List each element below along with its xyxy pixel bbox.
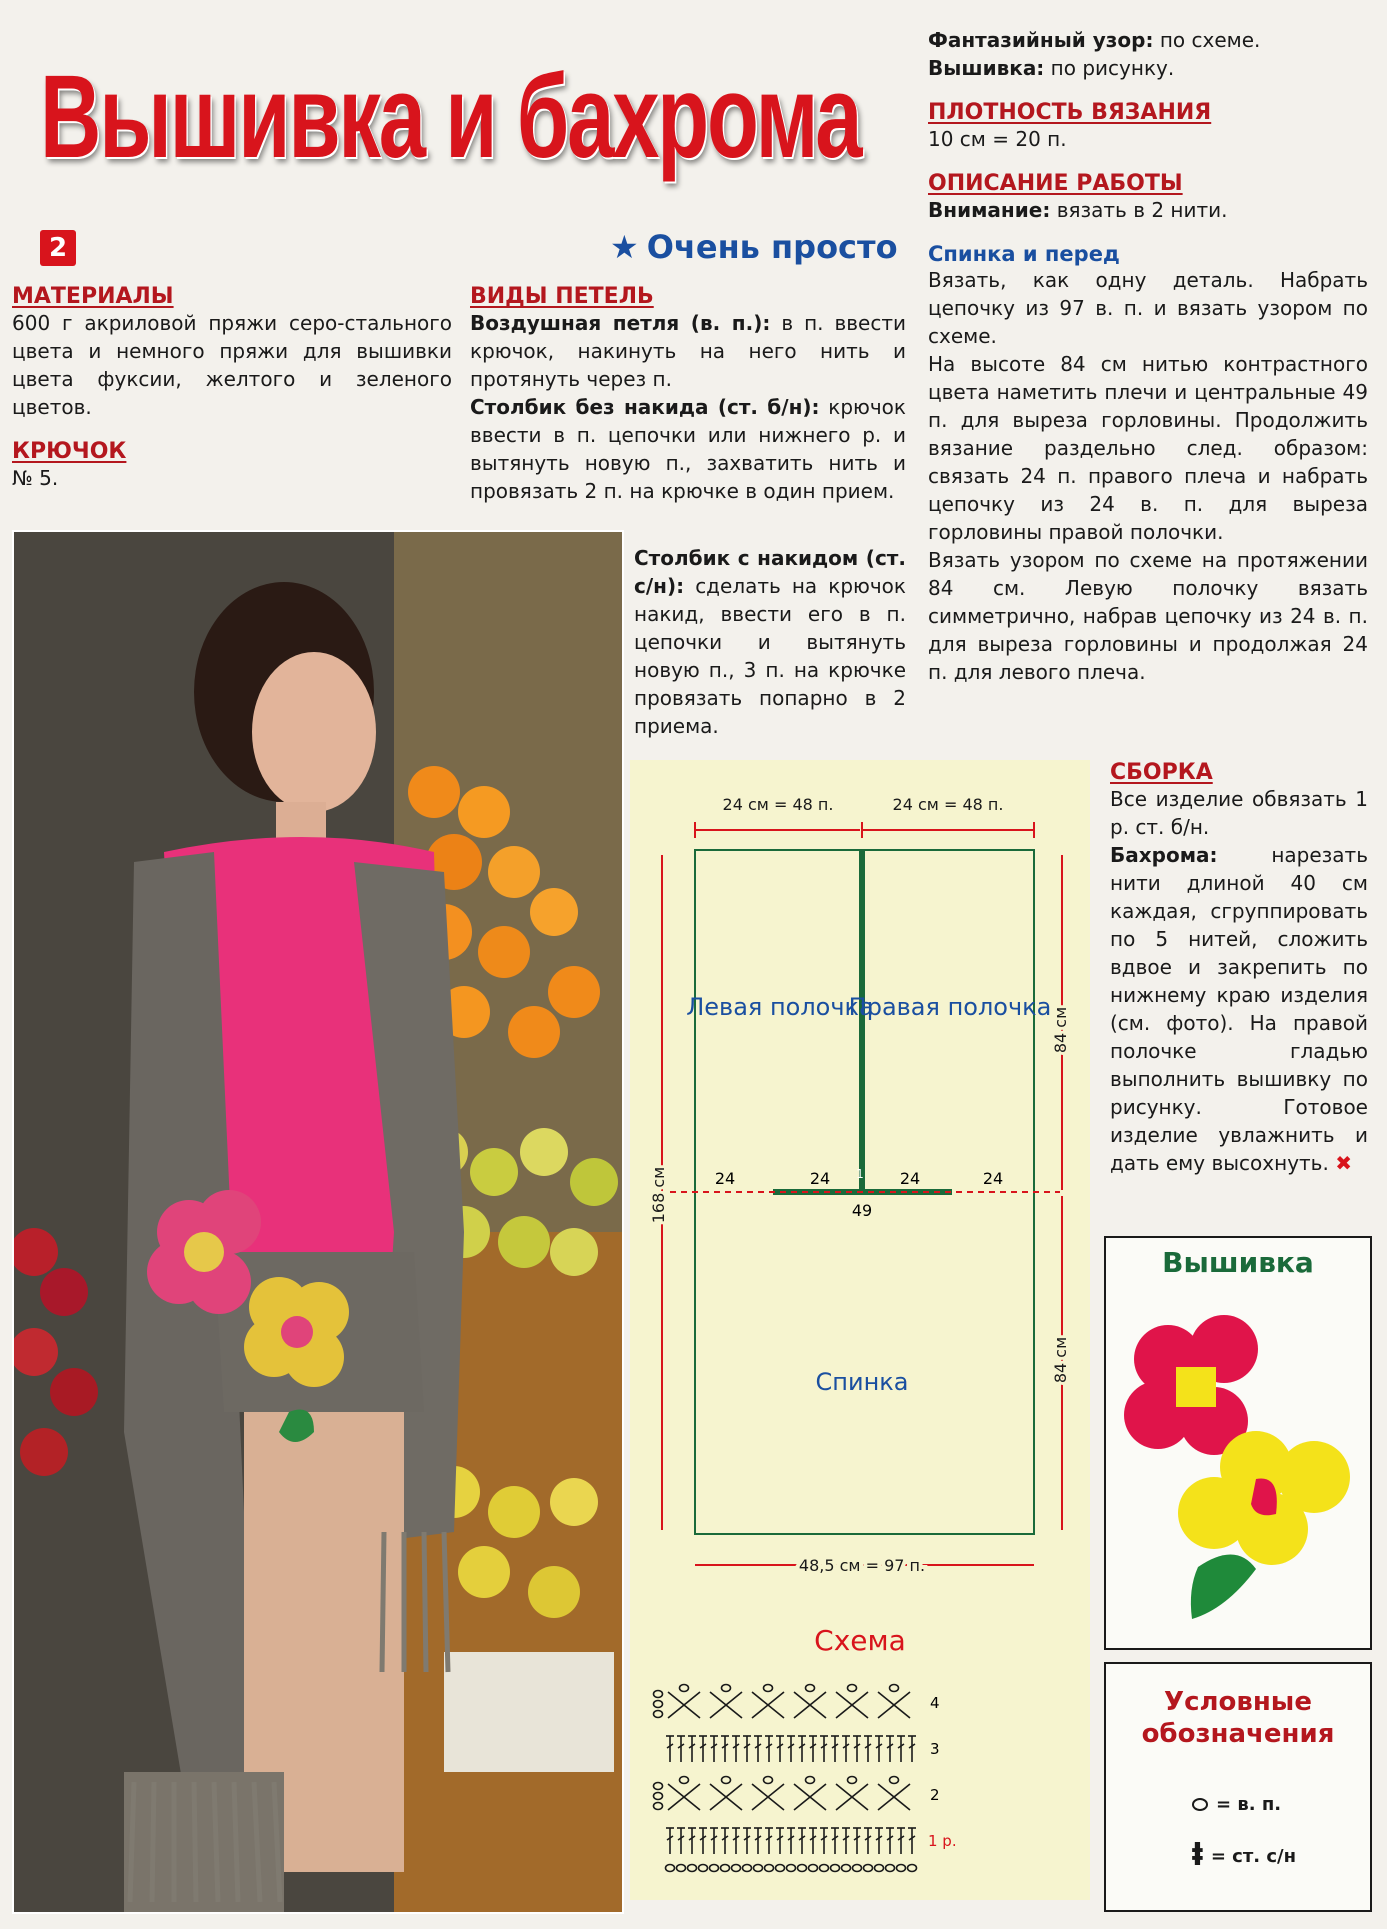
model-photo — [12, 530, 624, 1914]
page-title: Вышивка и бахрома — [40, 51, 861, 183]
legend-chain — [1192, 1794, 1370, 1815]
dim-height-lower: 84 см — [1051, 1336, 1070, 1384]
dim-height-upper: 84 см — [1051, 1006, 1070, 1054]
dc-symbol-icon: ⱡ — [1192, 1838, 1203, 1873]
dim-height-total: 168 см — [649, 1166, 668, 1224]
embroidery-text: по рисунку. — [1050, 56, 1175, 80]
back-front-p1: Вязать, как одну деталь. Набрать цепочку из 97 в. п. и вязать узором по схеме. — [928, 268, 1368, 348]
sc-stitch-desc — [470, 393, 906, 505]
dim-bottom: 48,5 см = 97 п. — [798, 1556, 926, 1575]
sc-stitch-text: крючок ввести в п. цепочки или нижнего р. и вытянуть новую п., захватить нить и провязать 2 п. на крючке в один прием. — [470, 395, 906, 503]
attention-label: Внимание: — [928, 198, 1051, 222]
pink-flower-icon — [1124, 1315, 1258, 1455]
back-front-heading: Спинка и перед — [928, 242, 1120, 266]
stitches-section — [470, 284, 906, 505]
chain-stitch-text: в п. ввести крючок, накинуть на него нить и протянуть через п. — [470, 311, 907, 391]
hook-heading: КРЮЧОК — [12, 439, 127, 464]
hook-text: № 5. — [12, 466, 59, 490]
chain-symbol-icon — [1192, 1798, 1208, 1811]
legend-dc-text: = ст. с/н — [1210, 1845, 1297, 1867]
assembly-section — [1110, 760, 1368, 1177]
materials-heading: МАТЕРИАЛЫ — [12, 284, 174, 309]
neck-num-1: 24 — [714, 1169, 736, 1188]
row-label-1: 1 р. — [928, 1832, 957, 1850]
pattern-diagram — [630, 760, 1090, 1900]
pattern-number-badge: 2 — [40, 230, 76, 266]
neck-num-3: 24 — [899, 1169, 921, 1188]
assembly-heading: СБОРКА — [1110, 760, 1213, 785]
neck-num-2: 24 — [809, 1169, 831, 1188]
label-back: Спинка — [815, 1368, 909, 1396]
row-label-3: 3 — [930, 1740, 940, 1758]
fringe-line — [1110, 841, 1368, 1177]
pattern-diagram-svg — [630, 760, 1090, 1900]
pattern-line — [928, 26, 1368, 54]
row-label-2: 2 — [930, 1786, 940, 1804]
label-right-front: Правая полочка — [848, 993, 1052, 1021]
legend-title: Условные обозначения — [1141, 1687, 1335, 1749]
pattern-label: Фантазийный узор: — [928, 28, 1154, 52]
pattern-text: по схеме. — [1159, 28, 1261, 52]
chain-stitch-desc — [470, 309, 906, 393]
fringe-label: Бахрома: — [1110, 843, 1218, 867]
gauge-heading: ПЛОТНОСТЬ ВЯЗАНИЯ — [928, 100, 1212, 125]
fringe-text: нарезать нити длиной 40 см каждая, сгруппировать по 5 нитей, сложить вдвое и закрепить по нижнему краю изделия (см. фото). На правой полочке гладью выполнить вышивку по рисунку. Готовое изделие увлажнить и дать ему высохнуть. — [1110, 843, 1368, 1175]
embroidery-line — [928, 54, 1368, 82]
difficulty-label — [610, 228, 898, 266]
label-left-front: Левая полочка — [686, 993, 874, 1021]
neck-num-4: 24 — [982, 1169, 1004, 1188]
sc-stitch-label: Столбик без накида (ст. б/н): — [470, 395, 820, 419]
neck-num-one: 1 — [856, 1167, 864, 1181]
row-label-4: 4 — [930, 1694, 940, 1712]
chain-stitch-label: Воздушная петля (в. п.): — [470, 311, 771, 335]
neck-num-49: 49 — [851, 1201, 873, 1220]
attention-text: вязать в 2 нити. — [1056, 198, 1228, 222]
dc-stitch-label: Столбик с накидом (ст. с/н): — [634, 546, 906, 598]
embroidery-box — [1104, 1236, 1372, 1650]
end-mark-icon: ✖ — [1335, 1151, 1352, 1175]
dc-stitch-desc — [634, 544, 906, 740]
photo-flower-yellow — [244, 1277, 349, 1387]
legend-chain-text: = в. п. — [1216, 1794, 1282, 1815]
difficulty-text: Очень просто — [646, 228, 898, 266]
legend-box — [1104, 1662, 1372, 1912]
materials-text: 600 г акриловой пряжи серо-стального цвета и немного пряжи для вышивки цвета фуксии, желтого и зеленого цветов. — [12, 311, 452, 419]
schema-title: Схема — [814, 1624, 906, 1657]
stitches-heading: ВИДЫ ПЕТЕЛЬ — [470, 284, 654, 309]
attention-line — [928, 196, 1368, 224]
embroidery-illustration — [1106, 1279, 1370, 1639]
embroidery-title: Вышивка — [1162, 1246, 1314, 1279]
dim-top-right: 24 см = 48 п. — [892, 795, 1004, 814]
embroidery-label: Вышивка: — [928, 56, 1045, 80]
assembly-p1: Все изделие обвязать 1 р. ст. б/н. — [1110, 787, 1368, 839]
gauge-text: 10 см = 20 п. — [928, 127, 1067, 151]
legend-dc — [1192, 1838, 1370, 1873]
dc-stitch-text: сделать на крючок накид, ввести его в п. цепочки и вытянуть новую п., 3 п. на крючке провязать попарно в 2 приема. — [634, 574, 906, 738]
back-front-p3: Вязать узором по схеме на протяжении 84 см. Левую полочку вязать симметрично, набрав цепочку из 24 в. п. для выреза горловины и продолжая 24 п. для левого плеча. — [928, 548, 1368, 684]
back-front-p2: На высоте 84 см нитью контрастного цвета наметить плечи и центральные 49 п. для выреза горловины. Продолжить вязание раздельно след. образом: связать 24 п. правого плеча и набрать цепочку из 24 в. п. для выреза горловины правой полочки. — [928, 352, 1368, 544]
star-icon: ★ — [610, 228, 639, 266]
materials-section — [12, 284, 452, 492]
dim-top-left: 24 см = 48 п. — [722, 795, 834, 814]
instructions-section — [928, 26, 1368, 686]
photo-illustration — [14, 532, 622, 1912]
description-heading: ОПИСАНИЕ РАБОТЫ — [928, 171, 1183, 196]
leaf-icon — [1191, 1554, 1256, 1619]
